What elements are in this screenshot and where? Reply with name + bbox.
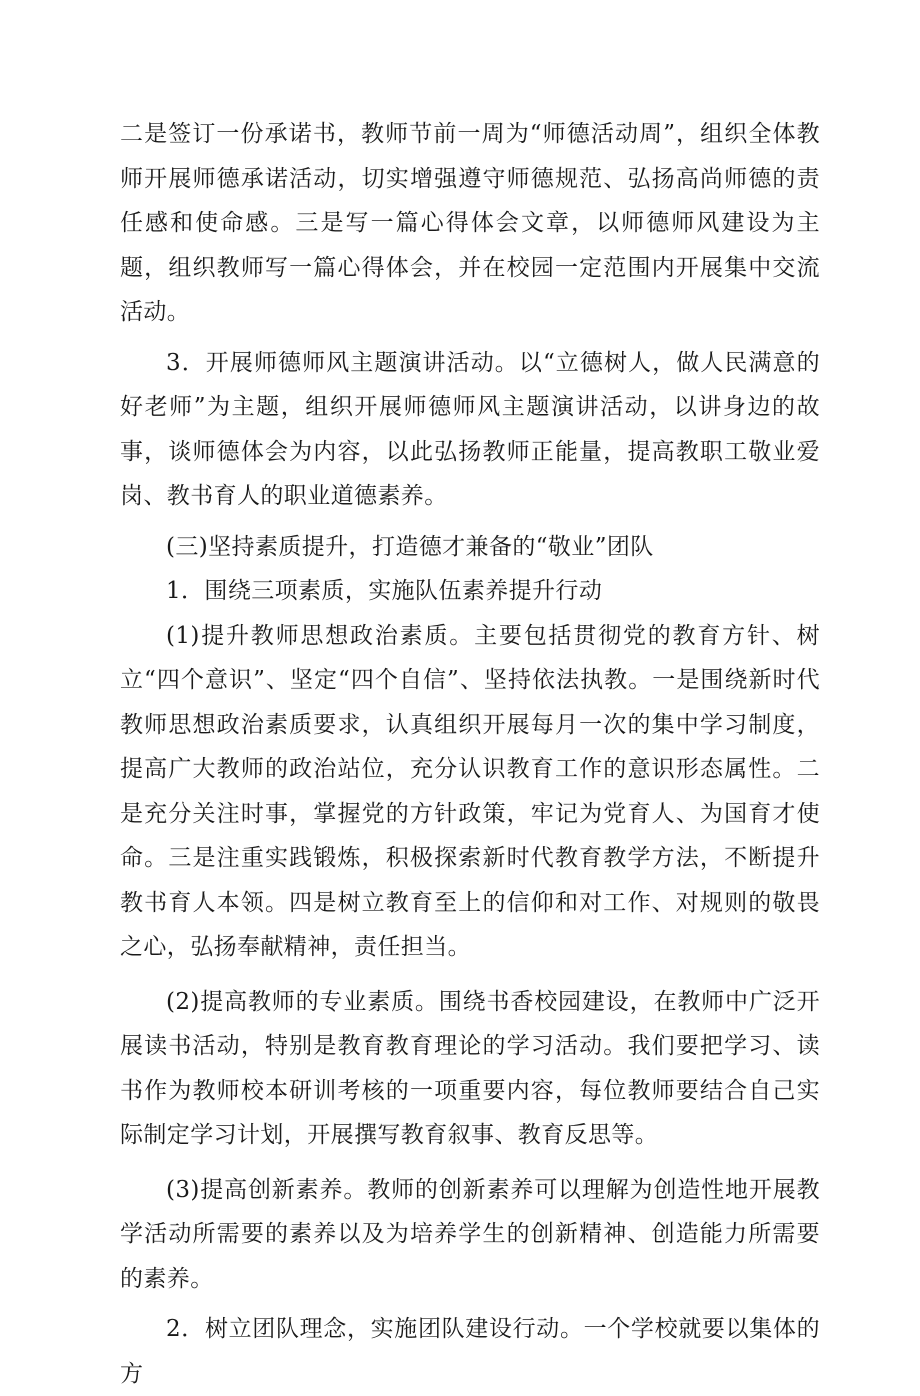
paragraph-sub-1: (1)提升教师思想政治素质。主要包括贯彻党的教育方针、树立“四个意识”、坚定“四个自信”、坚持依法执教。一是围绕新时代教师思想政治素质要求，认真组织开展每月一次的集中学习制度，提高广大教师的政治站位，充分认识教育工作的意识形态属性。二是充分关注时事，掌握党的方针政策，牢记为党育人、为国育才使命。三是注重实践锻炼，积极探索新时代教育教学方法，不断提升教书育人本领。四是树立教育至上的信仰和对工作、对规则的敬畏之心，弘扬奉献精神，责任担当。 — [120, 622, 820, 960]
subsection-heading-1: 1．围绕三项素质，实施队伍素养提升行动 — [166, 578, 603, 604]
section-heading-3: (三)坚持素质提升，打造德才兼备的“敬业”团队 — [166, 533, 654, 560]
paragraph-sub-3: (3)提高创新素养。教师的创新素养可以理解为创造性地开展教学活动所需要的素养以及为培养学生的创新精神、创造能力所需要的素养。 — [120, 1176, 820, 1292]
paragraph-sub-2: (2)提高教师的专业素质。围绕书香校园建设，在教师中广泛开展读书活动，特别是教育教育理论的学习活动。我们要把学习、读书作为教师校本研训考核的一项重要内容，每位教师要结合自己实际制定学习计划，开展撰写教育叙事、教育反思等。 — [120, 988, 820, 1148]
paragraph-item-2: 2．树立团队理念，实施团队建设行动。一个学校就要以集体的方 — [120, 1316, 820, 1387]
paragraph-continuation: 二是签订一份承诺书，教师节前一周为“师德活动周”，组织全体教师开展师德承诺活动，切实增强遵守师德规范、弘扬高尚师德的责任感和使命感。三是写一篇心得体会文章，以师德师风建设为主题，组织教师写一篇心得体会，并在校园一定范围内开展集中交流活动。 — [120, 121, 820, 325]
paragraph-item-3: 3．开展师德师风主题演讲活动。以“立德树人，做人民满意的好老师”为主题，组织开展师德师风主题演讲活动，以讲身边的故事，谈师德体会为内容，以此弘扬教师正能量，提高教职工敬业爱岗、教书育人的职业道德素养。 — [120, 349, 820, 509]
document-body — [120, 112, 820, 1396]
